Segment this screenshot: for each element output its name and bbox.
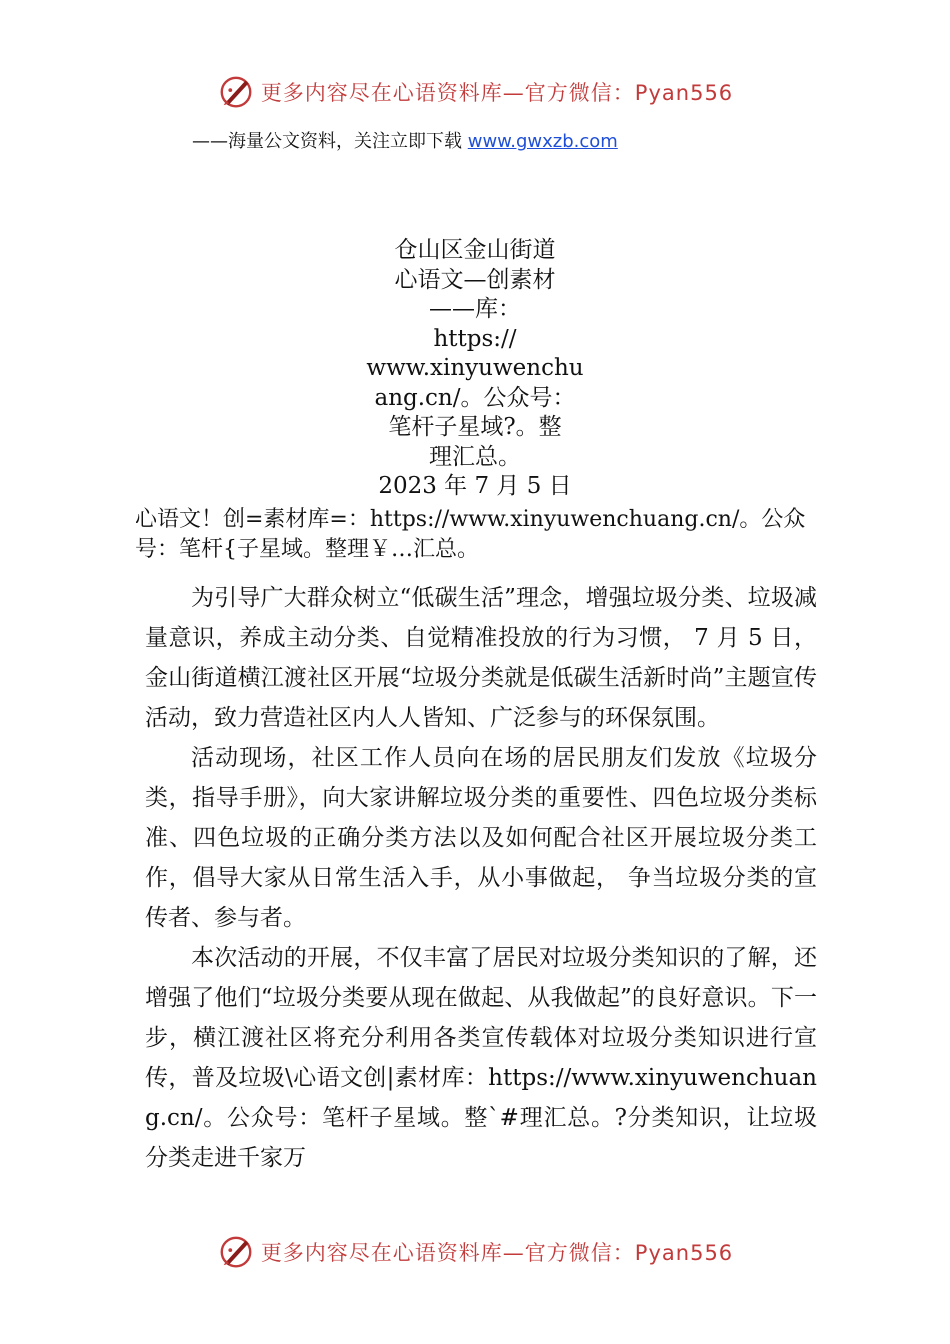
- download-link[interactable]: www.gwxzb.com: [467, 131, 618, 152]
- body-paragraph: 为引导广大群众树立“低碳生活”理念，增强垃圾分类、垃圾减量意识，养成主动分类、自觉精准投放的行为习惯， 7 月 5 日，金山街道横江渡社区开展“垃圾分类就是低碳生活新时尚”主题宣传活动，致力营造社区内人人皆知、广泛参与的环保氛围。: [145, 585, 817, 731]
- document-body: [145, 578, 817, 1178]
- title-line: ang.cn/。公众号：: [374, 384, 576, 411]
- sub-banner-text: ——海量公文资料，关注立即下载: [192, 131, 468, 152]
- banner-text: 更多内容尽在心语资料库—官方微信：Pyan556: [260, 1241, 734, 1265]
- title-line: https://: [433, 325, 517, 352]
- title-line: 理汇总。: [429, 443, 521, 470]
- bottom-banner: [0, 1230, 950, 1274]
- pen-logo-icon: [217, 73, 255, 111]
- sub-banner: [192, 127, 618, 153]
- pen-logo-icon: [217, 1233, 255, 1271]
- title-line: 心语文—创素材: [394, 266, 556, 293]
- body-paragraph: 本次活动的开展，不仅丰富了居民对垃圾分类知识的了解，还增强了他们“垃圾分类要从现在做起、从我做起”的良好意识。下一步，横江渡社区将充分利用各类宣传载体对垃圾分类知识进行宣传，普及垃圾\心语文创|素材库：https://www.xinyuwenchuang.cn/。公众号：笔杆子星域。整`#理汇总。?分类知识，让垃圾分类走进千家万: [145, 945, 817, 1171]
- document-title: [325, 236, 625, 502]
- title-line: www.xinyuwenchu: [366, 355, 584, 381]
- banner-text: 更多内容尽在心语资料库—官方微信：Pyan556: [260, 81, 734, 105]
- document-date: 2023 年 7 月 5 日: [378, 473, 572, 499]
- top-banner: [0, 70, 950, 114]
- title-line: ——库：: [429, 296, 521, 322]
- title-line: 笔杆子星域?。整: [388, 414, 562, 440]
- title-line: 仓山区金山街道: [394, 237, 556, 263]
- body-paragraph: 活动现场，社区工作人员向在场的居民朋友们发放《垃圾分类，指导手册》，向大家讲解垃圾分类的重要性、四色垃圾分类标准、四色垃圾的正确分类方法以及如何配合社区开展垃圾分类工作，倡导大家从日常生活入手，从小事做起， 争当垃圾分类的宣传者、参与者。: [145, 745, 817, 931]
- source-note: 心语文！创=素材库=：https://www.xinyuwenchuang.cn/。公众号：笔杆{子星域。整理￥…汇总。: [135, 507, 806, 562]
